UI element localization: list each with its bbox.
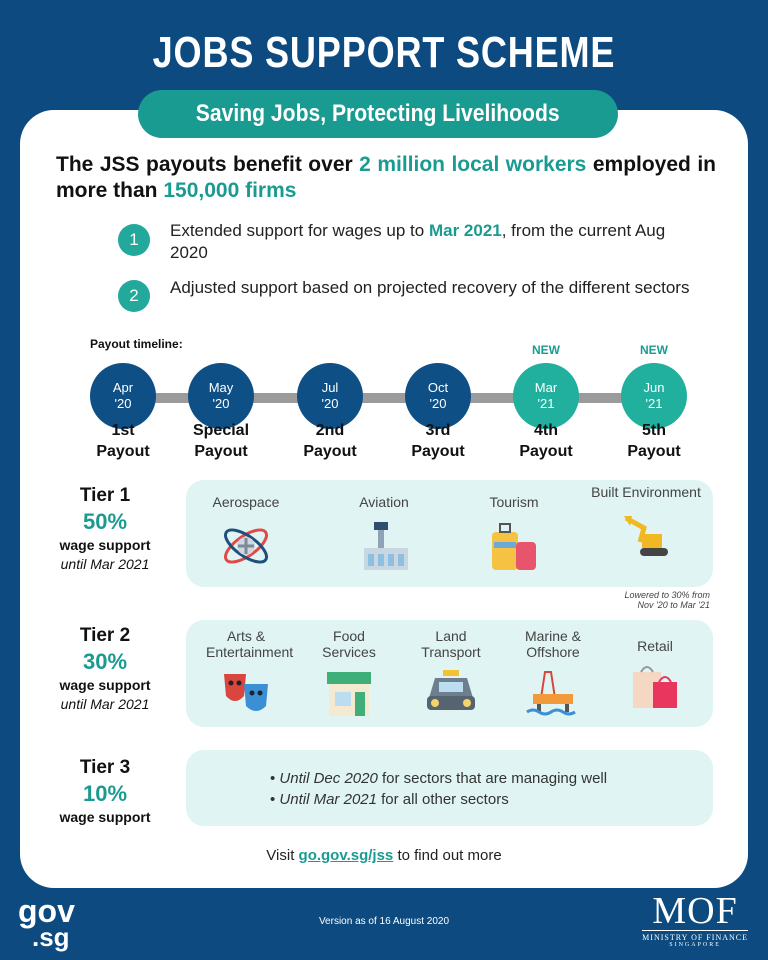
timeline-node-year: '20 xyxy=(212,396,230,411)
mof-logo-subtitle: MINISTRY OF FINANCE xyxy=(642,930,748,942)
version-text: Version as of 16 August 2020 xyxy=(318,916,450,927)
tier-3-bullet-1: • Until Dec 2020 for sectors that are managing well xyxy=(270,770,608,787)
payout-label-line-1: 1st xyxy=(111,422,135,439)
luggage-icon xyxy=(486,518,542,574)
point-1-post: , from the current Aug 2020 xyxy=(170,221,666,262)
shopping-bag-icon xyxy=(627,662,683,712)
tier-2-wage: wage support xyxy=(59,677,151,693)
tier-2-percent: 30% xyxy=(82,649,128,674)
sector-built-environment xyxy=(586,484,706,564)
payout-label-5 xyxy=(496,420,596,462)
sector-aerospace xyxy=(186,494,306,574)
theatre-masks-icon xyxy=(218,668,274,718)
point-2: Adjusted support based on projected recovery of the different sectors xyxy=(170,278,690,297)
headline-highlight-2: 150,000 firms xyxy=(163,179,297,202)
point-1-text: Extended support for wages up to xyxy=(170,221,429,240)
jss-link[interactable]: go.gov.sg/jss xyxy=(298,847,394,864)
aerospace-icon xyxy=(218,518,274,574)
visit-line xyxy=(0,847,768,864)
shop-icon xyxy=(321,668,377,718)
visit-post: to find out more xyxy=(393,847,502,864)
sector-aerospace-label: Aerospace xyxy=(212,494,280,510)
tier-2-label xyxy=(30,624,180,714)
tier-2-name: Tier 2 xyxy=(79,625,131,646)
excavator-icon xyxy=(618,508,674,564)
sector-food-label: Food Services xyxy=(322,628,376,660)
payout-label-line-2: Payout xyxy=(96,443,150,460)
tier-2-until: until Mar 2021 xyxy=(60,696,150,712)
sector-arts xyxy=(186,628,306,718)
timeline-node-year: '20 xyxy=(429,396,447,411)
sector-retail-label: Retail xyxy=(637,638,673,654)
timeline-node-year: '20 xyxy=(321,396,339,411)
timeline-node-year: '20 xyxy=(114,396,132,411)
tier-3-bullets xyxy=(270,768,607,810)
tier-1-note-line-1: Lowered to 30% from xyxy=(624,590,710,600)
sector-land-transport xyxy=(406,628,496,718)
payout-label-1 xyxy=(73,420,173,462)
timeline-node-month: Jun xyxy=(643,380,665,395)
payout-label-line-1: Special xyxy=(192,422,250,439)
tier-3-bullet-1-text: for sectors that are managing well xyxy=(377,770,608,787)
sector-land-transport-label: Land Transport xyxy=(421,628,481,660)
timeline-label: Payout timeline: xyxy=(90,337,183,351)
point-1 xyxy=(170,220,690,264)
tier-3-bullet-2: • Until Mar 2021 for all other sectors xyxy=(270,791,509,808)
timeline-node-month: May xyxy=(208,380,234,395)
sector-aviation xyxy=(324,494,444,574)
tier-3-wage: wage support xyxy=(59,809,151,825)
sector-built-environment-label: Built Environment xyxy=(591,484,701,500)
tier-3-name: Tier 3 xyxy=(79,757,131,778)
timeline-node-month: Jul xyxy=(321,380,339,395)
sector-arts-label: Arts & Entertainment xyxy=(206,628,294,660)
sector-food xyxy=(304,628,394,718)
visit-pre: Visit xyxy=(266,847,299,864)
new-badge-5: NEW xyxy=(640,343,668,357)
tier-3-label xyxy=(30,756,180,827)
payout-label-line-2: Payout xyxy=(194,443,248,460)
sector-aviation-label: Aviation xyxy=(359,494,409,510)
payout-label-4 xyxy=(388,420,488,462)
sector-tourism xyxy=(454,494,574,574)
gov-logo-text: gov xyxy=(18,893,75,929)
timeline-node-month: Oct xyxy=(427,380,449,395)
point-number-2: 2 xyxy=(118,280,150,312)
tier-3-bullet-2-text: for all other sectors xyxy=(376,791,509,808)
tier-3-bullet-2-italic: Until Mar 2021 xyxy=(279,791,377,808)
tier-1-name: Tier 1 xyxy=(79,485,131,506)
payout-label-line-1: 3rd xyxy=(425,422,451,439)
mof-logo-country: SINGAPORE xyxy=(669,942,721,948)
tier-1-sectors-box xyxy=(186,480,713,587)
tier-1-percent: 50% xyxy=(82,509,128,534)
point-1-bold: Mar 2021 xyxy=(428,221,502,240)
tier-1-wage: wage support xyxy=(59,537,151,553)
timeline-node-year: '21 xyxy=(537,396,555,411)
sector-tourism-label: Tourism xyxy=(489,494,539,510)
headline-highlight-1: 2 million local workers xyxy=(359,153,587,176)
sector-marine-label: Marine & Offshore xyxy=(524,628,582,660)
payout-label-line-2: Payout xyxy=(411,443,465,460)
point-number-1: 1 xyxy=(118,224,150,256)
tier-3-bullet-1-italic: Until Dec 2020 xyxy=(279,770,378,787)
headline xyxy=(56,152,716,204)
tier-1-note-line-2: Nov '20 to Mar '21 xyxy=(637,600,710,610)
payout-label-line-2: Payout xyxy=(627,443,681,460)
payout-label-line-2: Payout xyxy=(519,443,573,460)
oil-rig-icon xyxy=(525,668,581,718)
mof-logo-text: MOF xyxy=(652,890,738,932)
tier-3-percent: 10% xyxy=(82,781,128,806)
payout-label-2 xyxy=(171,420,271,462)
tier-1-note xyxy=(624,590,710,610)
sector-retail xyxy=(610,638,700,712)
timeline-node-month: Mar xyxy=(534,380,558,395)
taxi-icon xyxy=(423,668,479,718)
payout-label-line-1: 5th xyxy=(642,422,666,439)
tier-1-until: until Mar 2021 xyxy=(60,556,150,572)
headline-text-2: employed in more than xyxy=(56,153,717,202)
airport-tower-icon xyxy=(356,518,412,574)
payout-label-line-1: 2nd xyxy=(315,422,345,439)
payout-label-3 xyxy=(280,420,380,462)
new-badge-4: NEW xyxy=(532,343,560,357)
tier-2-sectors-box xyxy=(186,620,713,727)
subtitle-banner xyxy=(138,90,618,138)
headline-text-1: The JSS payouts benefit over xyxy=(56,153,360,176)
payout-label-line-2: Payout xyxy=(303,443,357,460)
payout-label-line-1: 4th xyxy=(534,422,558,439)
sg-logo-text: .sg xyxy=(32,922,70,952)
payout-label-6 xyxy=(604,420,704,462)
tier-1-label xyxy=(30,484,180,574)
subtitle-text: Saving Jobs, Protecting Livelihoods xyxy=(196,100,560,127)
timeline-node-year: '21 xyxy=(645,396,663,411)
sector-marine xyxy=(508,628,598,718)
page-title: JOBS SUPPORT SCHEME xyxy=(152,28,616,77)
timeline-node-month: Apr xyxy=(112,380,134,395)
mof-logo xyxy=(642,892,748,948)
